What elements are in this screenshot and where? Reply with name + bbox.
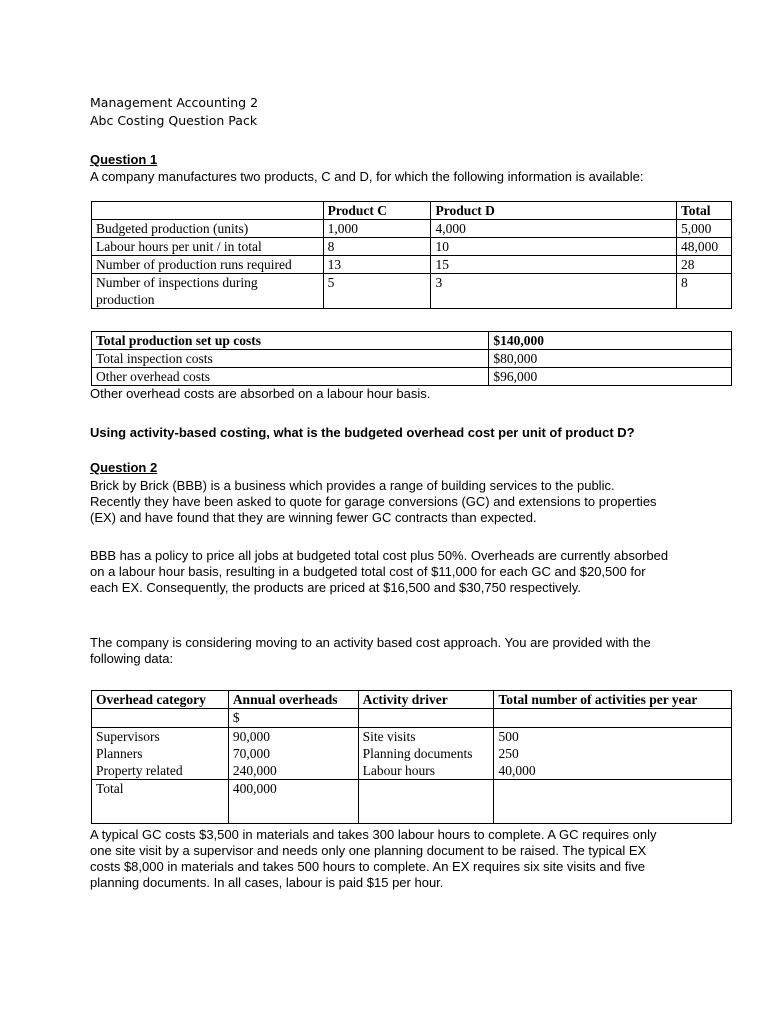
table-cell — [92, 709, 229, 728]
table-cell: 28 — [676, 256, 731, 274]
table-cell: 4,000 — [431, 220, 677, 238]
table-cell: 8 — [676, 274, 731, 309]
table-header-cell: Annual overheads — [228, 691, 358, 709]
table-row — [92, 368, 732, 386]
table-cell: 400,000 — [228, 780, 358, 824]
table-cell: 70,000 — [228, 745, 358, 762]
table-cell: 40,000 — [494, 762, 732, 780]
table-cell: $80,000 — [489, 350, 732, 368]
table-row — [92, 256, 732, 274]
q1-costs-table — [91, 331, 732, 386]
table-cell: Number of inspections during production — [92, 274, 324, 309]
q2-title: Question 2 — [90, 460, 158, 475]
table-cell: Other overhead costs — [92, 368, 489, 386]
table-cell — [494, 780, 732, 824]
table-cell: 48,000 — [676, 238, 731, 256]
table-row — [92, 745, 732, 762]
table-cell: Total inspection costs — [92, 350, 489, 368]
table-cell — [358, 780, 494, 824]
table-row — [92, 728, 732, 746]
course-title: Management Accounting 2 — [90, 95, 259, 110]
table-row — [92, 762, 732, 780]
table-header-cell: Total number of activities per year — [494, 691, 732, 709]
q2-para1: Brick by Brick (BBB) is a business which provides a range of building services to the public. Recently they have been asked to quote for garage conversions (GC) and extensions to properties (EX) and have found that they are winning fewer GC contracts than expected. — [90, 478, 657, 525]
table-cell: $ — [228, 709, 358, 728]
table-cell: Planners — [92, 745, 229, 762]
table-cell: 5,000 — [676, 220, 731, 238]
q1-question: Using activity-based costing, what is the budgeted overhead cost per unit of product D? — [90, 425, 635, 440]
table-cell: Planning documents — [358, 745, 494, 762]
table-cell: Labour hours — [358, 762, 494, 780]
table-header-cell: Total — [676, 202, 731, 220]
table-cell: 13 — [323, 256, 431, 274]
table-header-cell: Product C — [323, 202, 431, 220]
pack-title: Abc Costing Question Pack — [90, 113, 258, 128]
table-cell: Property related — [92, 762, 229, 780]
q2-para3: The company is considering moving to an activity based cost approach. You are provided with the following data: — [90, 635, 651, 666]
q2-table — [91, 690, 732, 824]
q2-para2: BBB has a policy to price all jobs at budgeted total cost plus 50%. Overheads are currently absorbed on a labour hour basis, resulting in a budgeted total cost of $11,000 for each GC and $20,500 for each EX. Consequently, the products are priced at $16,500 and $30,750 respectively. — [90, 548, 669, 595]
table-cell: 250 — [494, 745, 732, 762]
table-cell — [358, 709, 494, 728]
table-row — [92, 350, 732, 368]
table-cell: Budgeted production (units) — [92, 220, 324, 238]
table-cell: Total — [92, 780, 229, 824]
table-cell: Site visits — [358, 728, 494, 746]
table-cell: 5 — [323, 274, 431, 309]
table-cell: 8 — [323, 238, 431, 256]
table-cell: Number of production runs required — [92, 256, 324, 274]
table-cell — [92, 202, 324, 220]
table-cell: $140,000 — [489, 332, 732, 350]
table-cell: 3 — [431, 274, 677, 309]
table-row — [92, 238, 732, 256]
table-header-cell: Overhead category — [92, 691, 229, 709]
table-cell — [494, 709, 732, 728]
table-cell: 240,000 — [228, 762, 358, 780]
table-cell: Supervisors — [92, 728, 229, 746]
q2-para4: A typical GC costs $3,500 in materials and takes 300 labour hours to complete. A GC requires only one site visit by a supervisor and needs only one planning document to be raised. The typical EX costs $8,000 in materials and takes 500 hours to complete. An EX requires six site visits and five planning documents. In all cases, labour is paid $15 per hour. — [90, 827, 657, 890]
table-row — [92, 220, 732, 238]
q1-intro: A company manufactures two products, C and D, for which the following information is available: — [90, 169, 644, 184]
table-row — [92, 332, 732, 350]
q1-note: Other overhead costs are absorbed on a labour hour basis. — [90, 386, 431, 401]
table-cell: Total production set up costs — [92, 332, 489, 350]
table-cell: 10 — [431, 238, 677, 256]
table-row — [92, 709, 732, 728]
table-header-row — [92, 691, 732, 709]
table-row — [92, 780, 732, 824]
table-cell: $96,000 — [489, 368, 732, 386]
table-header-cell: Activity driver — [358, 691, 494, 709]
q1-table — [91, 201, 732, 309]
table-cell: Labour hours per unit / in total — [92, 238, 324, 256]
table-cell: 500 — [494, 728, 732, 746]
table-cell: 1,000 — [323, 220, 431, 238]
table-cell: 90,000 — [228, 728, 358, 746]
table-header-cell: Product D — [431, 202, 677, 220]
table-header-row — [92, 202, 732, 220]
q1-title: Question 1 — [90, 152, 158, 167]
table-cell: 15 — [431, 256, 677, 274]
table-row — [92, 274, 732, 309]
